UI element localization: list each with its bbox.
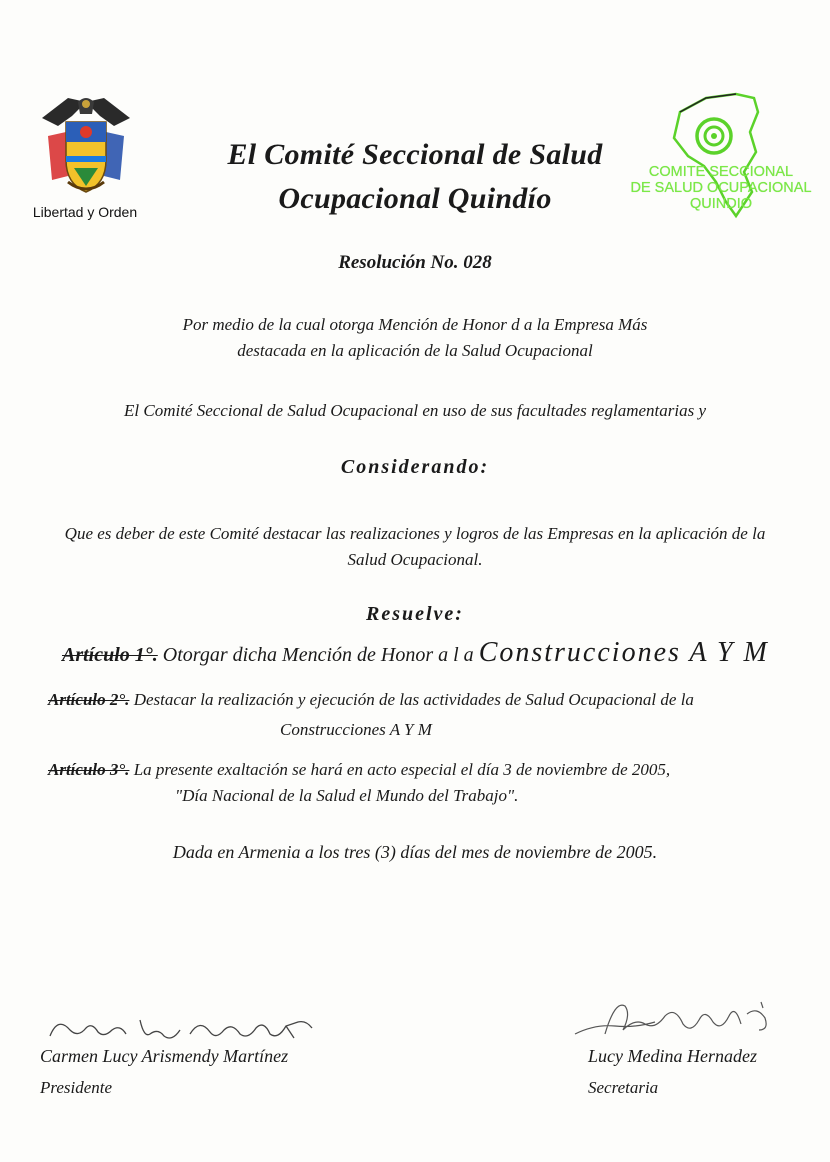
signature-president [40,1008,330,1048]
title-line2: Ocupacional Quindío [278,182,552,215]
logo-text-line1: COMITE SECCIONAL [648,164,794,180]
title-line1: El Comité Seccional de Salud [227,138,603,171]
given-statement: Dada en Armenia a los tres (3) días del mes de noviembre de 2005. [172,842,658,862]
article-1-label: Artículo 1°. [62,644,158,666]
logo-text-line2: DE SALUD OCUPACIONAL [630,180,812,196]
article-2-text: Destacar la realización y ejecución de las actividades de Salud Ocupacional de la [133,690,694,709]
article-2 [48,687,768,713]
article-2-company: Construcciones A Y M [280,720,432,739]
article-3-label: Artículo 3°. [48,760,130,779]
resolves-heading: Resuelve: [366,603,464,625]
intro-paragraph [100,312,730,364]
president-name: Carmen Lucy Arismendy Martínez [40,1046,289,1066]
article-1 [62,637,782,668]
article-3-text: La presente exaltación se hará en acto especial el día 3 de noviembre de 2005, [133,760,671,779]
colombia-coat-of-arms-icon [38,96,134,200]
intro-line1: Por medio de la cual otorga Mención de Honor d a la Empresa Más [182,315,648,334]
secretary-name: Lucy Medina Hernadez [588,1046,757,1066]
coat-of-arms [30,96,140,226]
considering-line1: Que es deber de este Comité destacar las realizaciones y logros de las Empresas en la aplicación de la [64,524,766,543]
logo-text-line3: QUINDIO [689,196,753,212]
coat-of-arms-motto: Libertad y Orden [32,204,138,220]
article-3 [48,757,788,783]
intro-line2: destacada en la aplicación de la Salud Ocupacional [237,341,593,360]
article-2-label: Artículo 2°. [48,690,130,709]
considering-paragraph [60,521,770,573]
considering-line2: Salud Ocupacional. [347,550,483,569]
secretary-role: Secretaria [588,1078,659,1097]
president-role: Presidente [40,1078,113,1097]
considering-heading: Considerando: [340,456,490,478]
faculty-statement: El Comité Seccional de Salud Ocupacional en uso de sus facultades reglamentarias y [124,401,706,420]
article-1-text: Otorgar dicha Mención de Honor a l a [162,644,474,666]
signature-secretary [565,994,795,1044]
article-3-quote: "Día Nacional de la Salud el Mundo del Trabajo". [175,786,519,805]
article-1-company: Construcciones A Y M [478,637,769,668]
resolution-number: Resolución No. 028 [338,252,492,273]
